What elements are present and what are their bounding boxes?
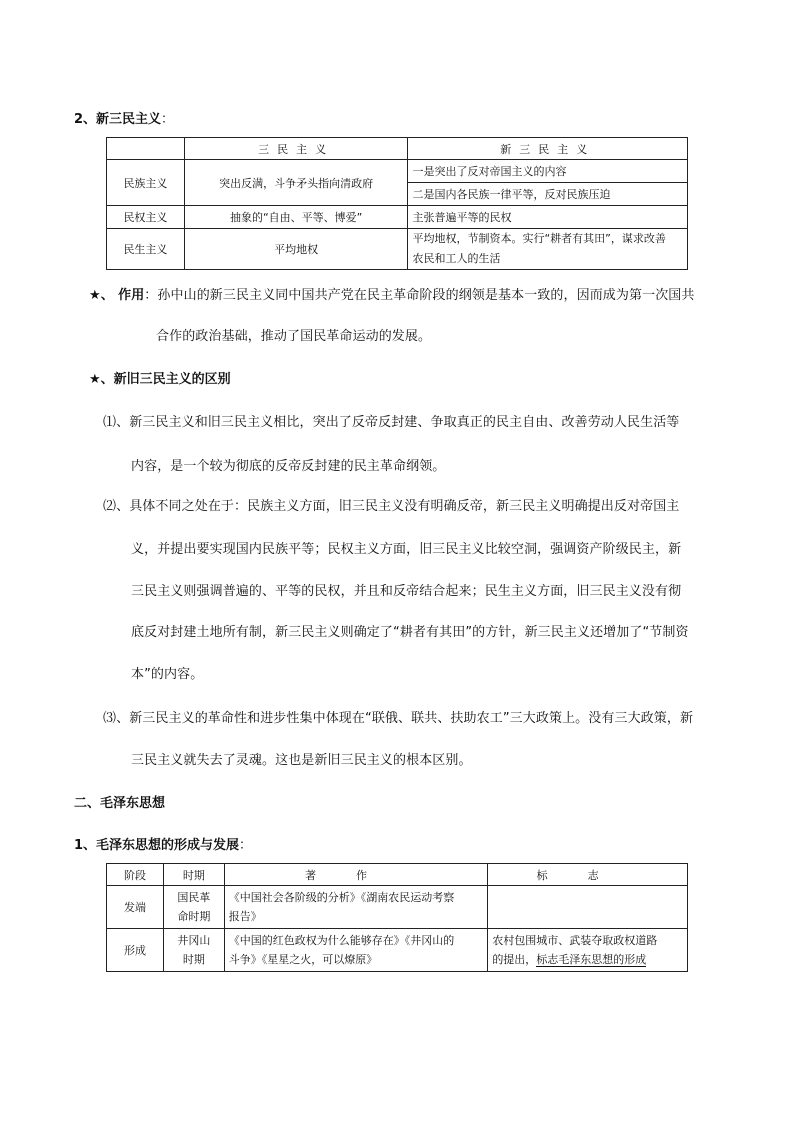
cell-new-nationalism-2: 二是国内各民族一律平等，反对民族压迫 [408, 183, 688, 206]
col-period: 时期 [163, 864, 224, 886]
col-new-three-principles: 新三民主义 [408, 138, 688, 160]
diff-p1-line-1: ⑴、新三民主义和旧三民主义相比，突出了反帝反封建、争取真正的民主自由、改善劳动人民生活等 [103, 415, 680, 430]
row-label-nationalism: 民族主义 [107, 160, 185, 206]
heading-difference: ★、新旧三民主义的区别 [89, 372, 231, 387]
diff-p1-line-2: 内容，是一个较为彻底的反帝反封建的民主革命纲领。 [131, 459, 446, 474]
diff-p2-line-2: 义，并提出要实现国内民族平等；民权主义方面，旧三民主义比较空洞，强调资产阶级民主，新 [131, 542, 682, 557]
row-stage-origin: 发端 [107, 886, 164, 929]
underlined-mark-text: 标志毛泽东思想的形成 [536, 953, 647, 966]
col-mark: 标志 [488, 864, 688, 886]
effect-line-1: ★、 作用：孙中山的新三民主义同中国共产党在民主革命阶段的纲领是基本一致的，因而成为第一次国共 [89, 288, 695, 303]
row-label-democracy: 民权主义 [107, 206, 185, 229]
cell-works-formation: 《中国的红色政权为什么能够存在》《井冈山的 斗争》《星星之火，可以燎原》 [224, 929, 488, 972]
cell-new-livelihood: 平均地权，节制资本。实行“耕者有其田”，谋求改善 农民和工人的生活 [408, 229, 688, 270]
section-mao-thought: 二、毛泽东思想 [74, 796, 166, 811]
col-stage: 阶段 [107, 864, 164, 886]
cell-period-formation: 井冈山 时期 [163, 929, 224, 972]
col-works: 著作 [224, 864, 488, 886]
diff-p2-line-3: 三民主义则强调普遍的、平等的民权，并且和反帝结合起来；民生主义方面，旧三民主义没有彻 [131, 584, 682, 599]
cell-period-origin: 国民革 命时期 [163, 886, 224, 929]
cell-new-nationalism-1: 一是突出了反对帝国主义的内容 [408, 160, 688, 183]
cell-works-origin: 《中国社会各阶级的分析》《湖南农民运动考察 报告》 [224, 886, 488, 929]
diff-p3-line-2: 三民主义就失去了灵魂。这也是新旧三民主义的根本区别。 [131, 753, 472, 768]
cell-old-democracy: 抽象的“自由、平等、博爱” [184, 206, 408, 229]
diff-p2-line-4: 底反对封建土地所有制，新三民主义则确定了“耕者有其田”的方针，新三民主义还增加了“节制资 [131, 625, 689, 640]
three-principles-table [106, 137, 688, 270]
cell-old-livelihood: 平均地权 [184, 229, 408, 270]
cell-old-nationalism: 突出反满，斗争矛头指向清政府 [184, 160, 408, 206]
effect-line-2: 合作的政治基础，推动了国民革命运动的发展。 [156, 329, 432, 344]
col-old-three-principles: 三民主义 [184, 138, 408, 160]
diff-p3-line-1: ⑶、新三民主义的革命性和进步性集中体现在“联俄、联共、扶助农工”三大政策上。没有三大政策，新 [103, 711, 694, 726]
diff-p2-line-5: 本”的内容。 [131, 667, 204, 682]
cell-mark-origin [488, 886, 688, 929]
row-label-livelihood: 民生主义 [107, 229, 185, 270]
mao-formation-table [106, 863, 688, 972]
cell-mark-formation: 农村包围城市、武装夺取政权道路 的提出，标志毛泽东思想的形成 [488, 929, 688, 972]
effect-label: 作用 [118, 288, 145, 303]
heading-formation: 1、毛泽东思想的形成与发展： [74, 838, 253, 853]
table-corner-cell [107, 138, 185, 160]
diff-p2-line-1: ⑵、具体不同之处在于：民族主义方面，旧三民主义没有明确反帝，新三民主义明确提出反对帝国主 [103, 499, 680, 514]
row-stage-formation: 形成 [107, 929, 164, 972]
heading-new-three-principles: 2、新三民主义： [74, 112, 175, 127]
cell-new-democracy: 主张普遍平等的民权 [408, 206, 688, 229]
